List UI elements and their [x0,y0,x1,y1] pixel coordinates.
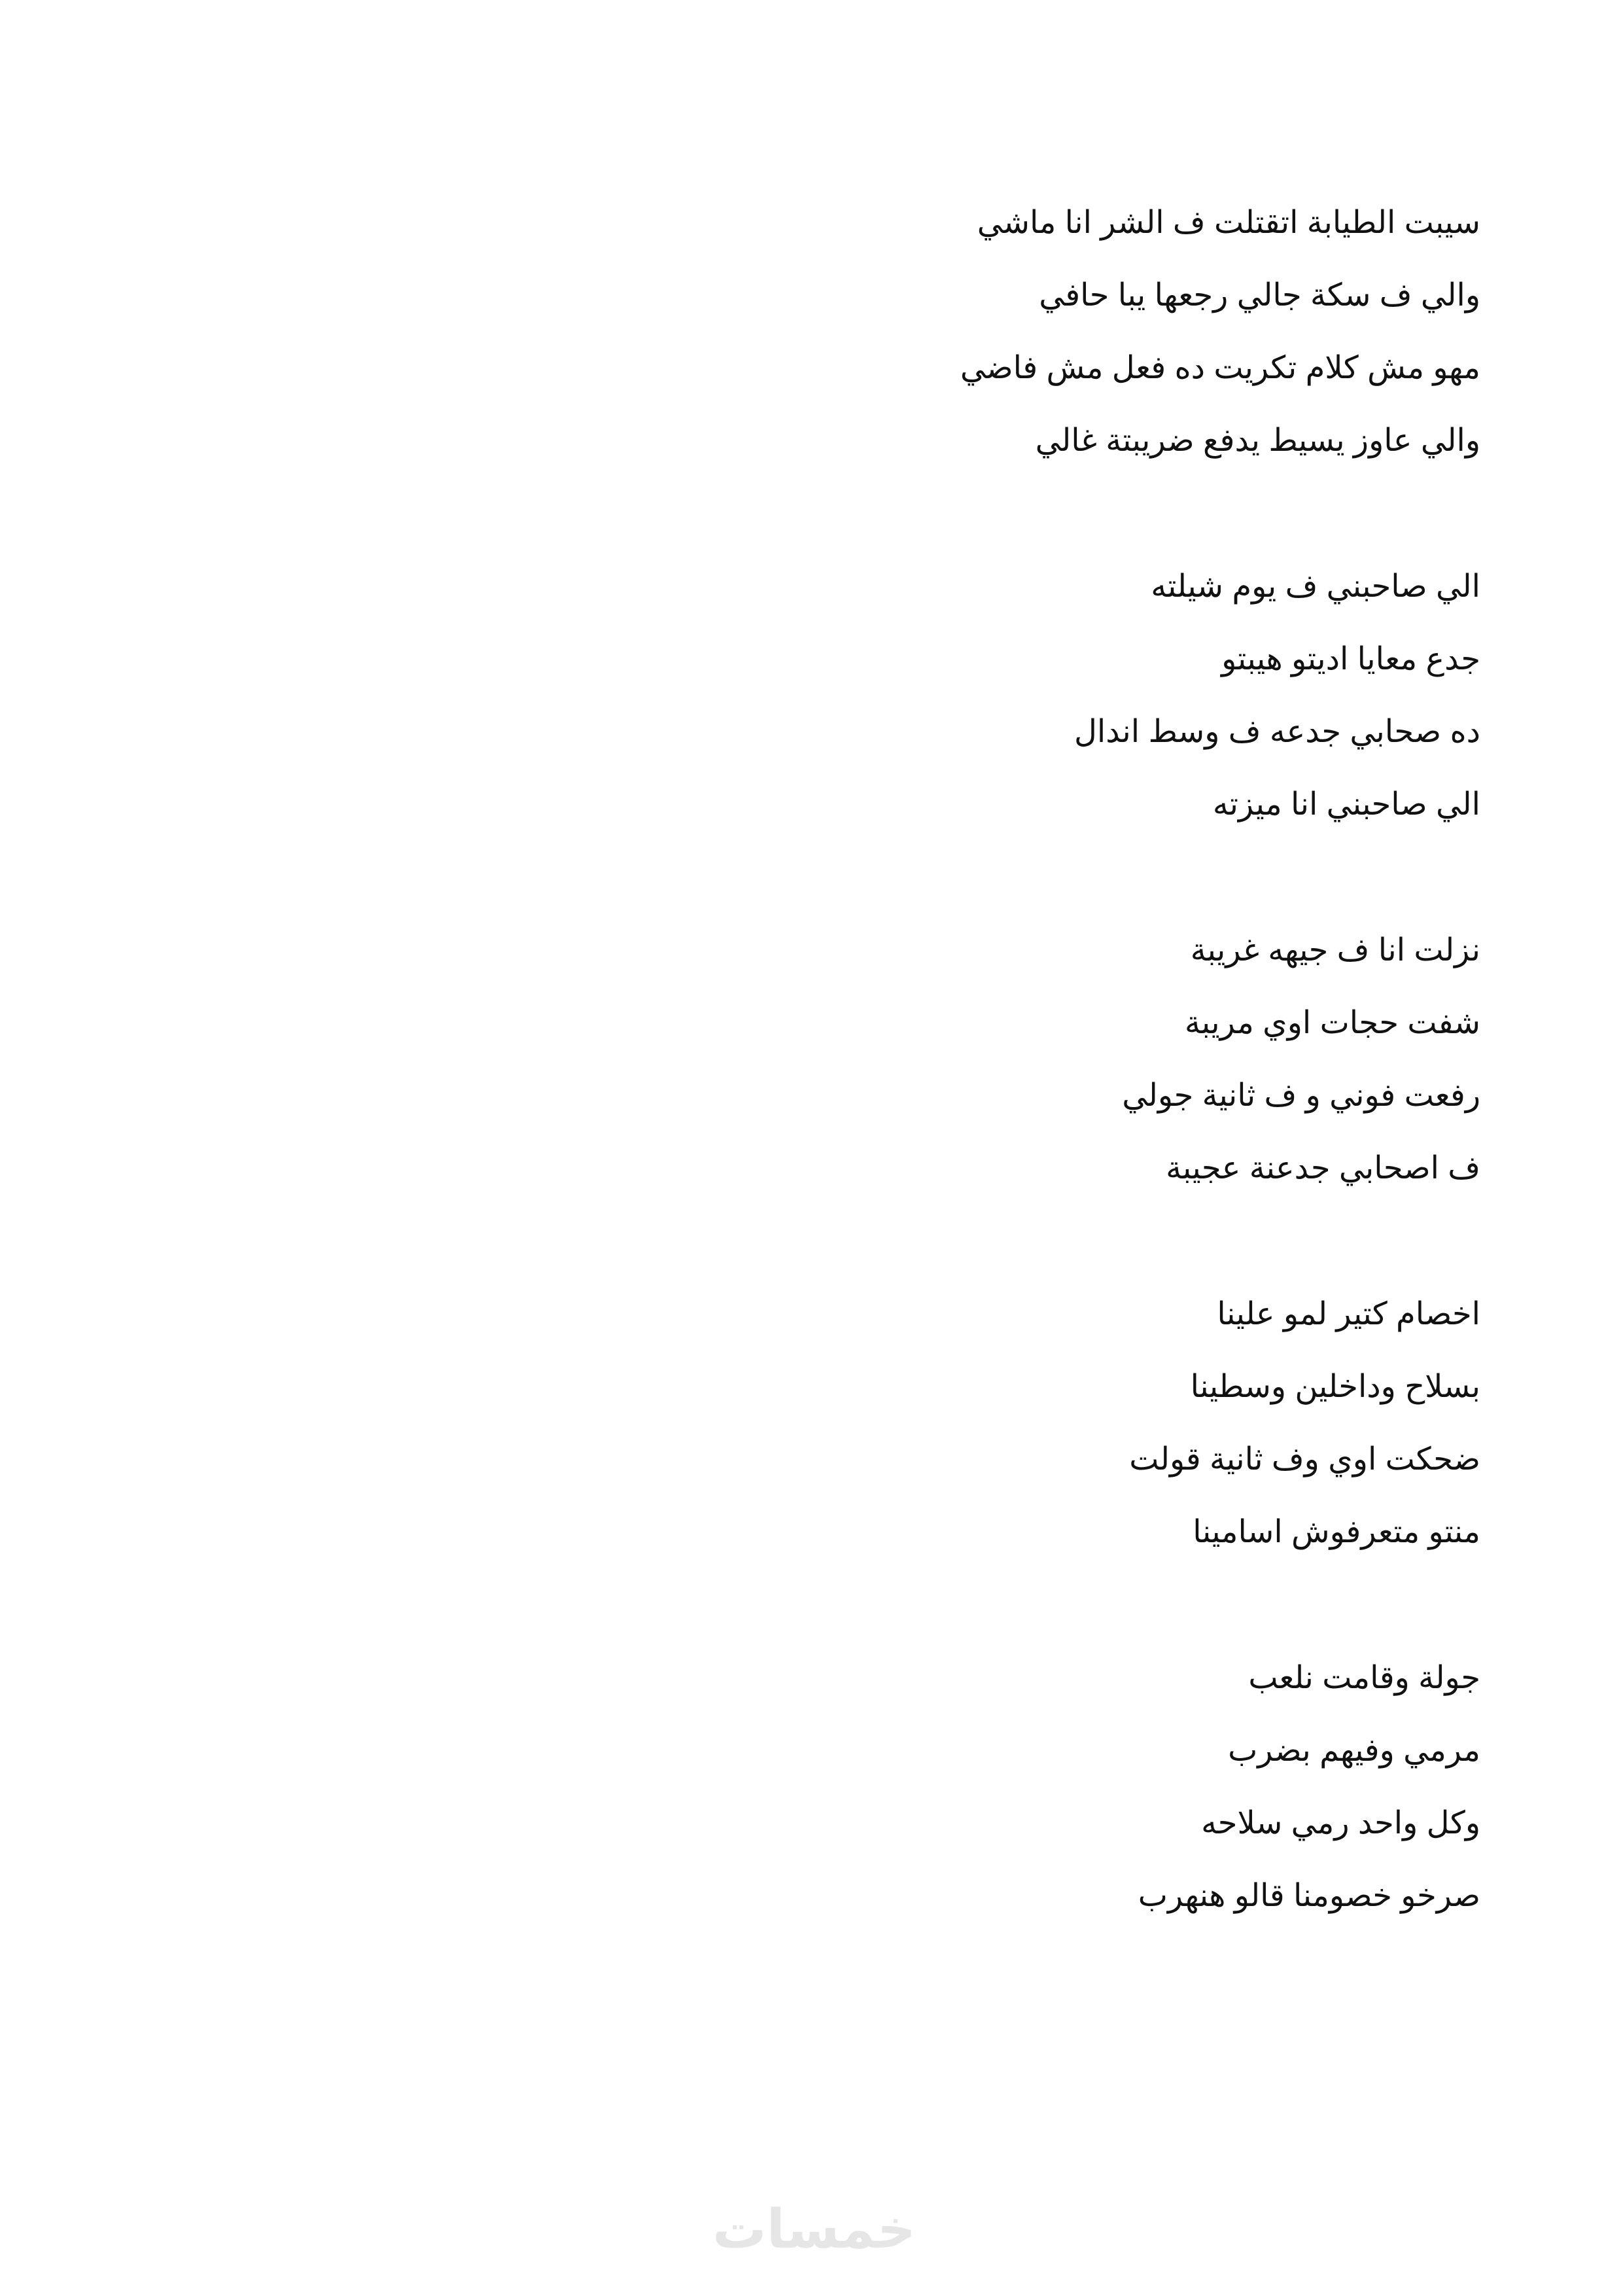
poem-line: نزلت انا ف جيهه غريبة [1190,933,1480,968]
poem-line: مرمي وفيهم بضرب [1228,1733,1480,1768]
stanza-2 [630,550,1480,841]
poem-line: رفعت فوني و ف ثانية جولي [1122,1078,1480,1113]
poem-line: مهو مش كلام تكريت ده فعل مش فاضي [960,351,1480,385]
poem-line: والي ف سكة جالي رجعها يبا حافي [1039,278,1480,313]
stanza-1 [630,186,1480,477]
poem-line: جدع معايا اديتو هيبتو [1221,642,1480,677]
poem-line: جولة وقامت نلعب [1248,1661,1480,1695]
poem-line: ده صحابي جدعه ف وسط اندال [1074,715,1480,749]
stanza-5 [630,1642,1480,1932]
poem-line: ضحكت اوي وف ثانية قولت [1129,1442,1480,1477]
poem-line: ف اصحابي جدعنة عجيبة [1166,1151,1480,1186]
poem-text [630,186,1480,2005]
poem-line: بسلاح وداخلين وسطينا [1190,1369,1480,1404]
poem-line: وكل واحد رمي سلاحه [1201,1806,1480,1841]
poem-line: الي صاحبني انا ميزته [1212,787,1480,822]
stanza-3 [630,914,1480,1205]
poem-line: والي عاوز يسيط يدفع ضريبتة غالي [1035,423,1480,458]
poem-line: منتو متعرفوش اسامينا [1193,1515,1480,1549]
poem-line: صرخو خصومنا قالو هنهرب [1138,1879,1480,1913]
poem-line: شفت حجات اوي مريبة [1185,1006,1480,1040]
poem-line: سيبت الطيابة اتقتلت ف الشر انا ماشي [977,205,1480,240]
poem-line: الي صاحبني ف يوم شيلته [1151,569,1480,604]
stanza-4 [630,1278,1480,1568]
watermark-logo: خمسات [712,2199,916,2261]
poem-line: اخصام كتير لمو علينا [1217,1297,1480,1332]
